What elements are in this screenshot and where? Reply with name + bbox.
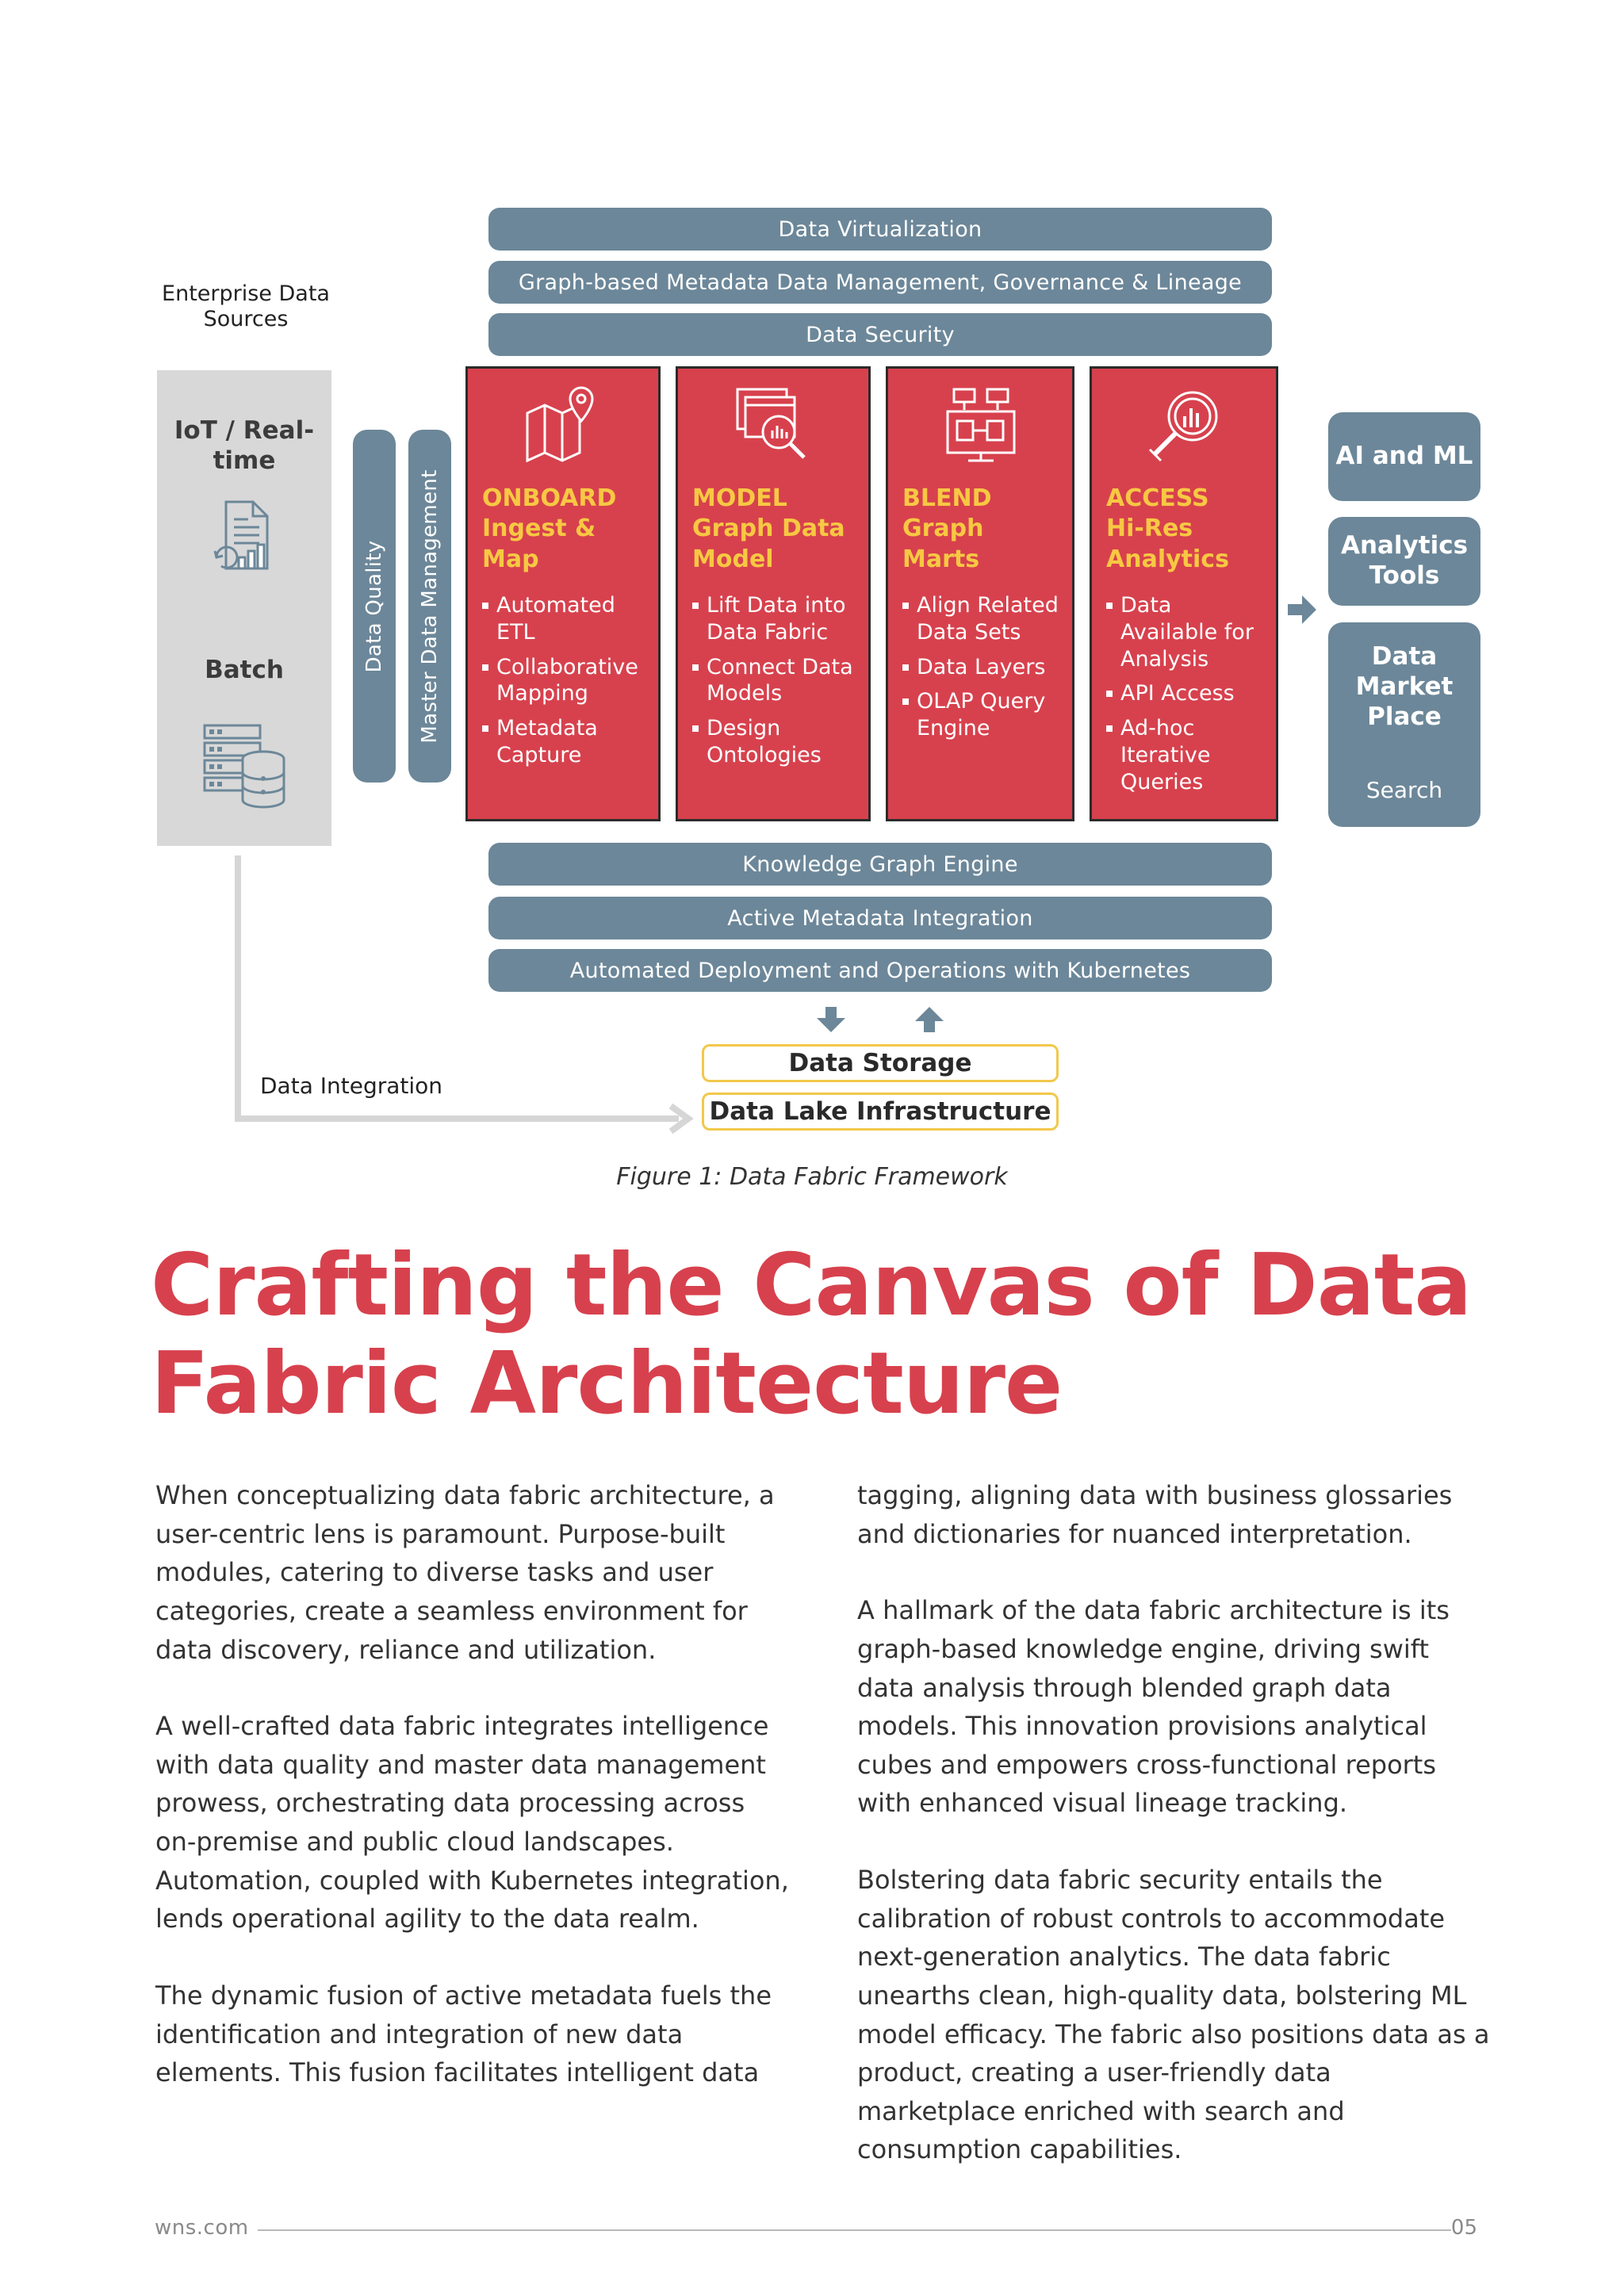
list-item: API Access — [1106, 680, 1273, 707]
paragraph: The dynamic fusion of active metadata fuels the identification and integration of new data elements. This fusion facilitates intelligent data — [155, 1980, 772, 2088]
model-heading: MODEL Graph Data Model — [692, 484, 845, 573]
list-item: Lift Data into Data Fabric — [692, 592, 859, 646]
arrow-right-icon — [1285, 592, 1320, 627]
map-pin-icon — [519, 383, 605, 469]
bar-metadata-governance: Graph-based Metadata Data Management, Governance & Lineage — [488, 261, 1272, 304]
section-heading: Crafting the Canvas of Data Fabric Architecture — [151, 1236, 1472, 1434]
paragraph: tagging, aligning data with business glossaries and dictionaries for nuanced interpretation. — [857, 1480, 1453, 1549]
data-market-place-card: Data Market Place Search — [1328, 622, 1480, 827]
paragraph: Bolstering data fabric security entails the calibration of robust controls to accommodate next-generation analytics. The data fabric unearths clean, high-quality data, bolstering ML model efficacy. The fabric also positions data as a product, creating a user-friendly data marketplace enriched with search and consumption capabilities. — [857, 1865, 1490, 2165]
arrow-down-icon — [815, 1005, 847, 1034]
data-storage-box: Data Storage — [702, 1044, 1059, 1082]
onboard-list — [482, 592, 649, 777]
bar-active-metadata: Active Metadata Integration — [488, 897, 1272, 939]
blend-list — [902, 592, 1069, 750]
list-item: Collaborative Mapping — [482, 654, 649, 708]
analytics-tools-card: Analytics Tools — [1328, 517, 1480, 606]
dashboard-search-icon — [730, 383, 815, 469]
list-item: Data Available for Analysis — [1106, 592, 1273, 672]
ai-ml-card: AI and ML — [1328, 412, 1480, 501]
body-column-left — [155, 1476, 790, 2130]
monitor-network-icon — [940, 383, 1025, 469]
list-item: Design Ontologies — [692, 715, 859, 769]
data-lake-box: Data Lake Infrastructure — [702, 1093, 1059, 1131]
data-quality-label: Data Quality — [362, 540, 386, 672]
list-item: Connect Data Models — [692, 654, 859, 708]
master-data-management-pill — [408, 430, 451, 783]
access-list — [1106, 592, 1273, 803]
paragraph: When conceptualizing data fabric architecture, a user-centric lens is paramount. Purpose-built modules, catering to diverse tasks and user categories, create a seamless environment for data discovery, reliance and utilization. — [155, 1480, 775, 1665]
bar-kubernetes: Automated Deployment and Operations with Kubernetes — [488, 949, 1272, 992]
list-item: Ad-hoc Iterative Queries — [1106, 715, 1273, 795]
list-item: Data Layers — [902, 654, 1069, 681]
bar-data-virtualization: Data Virtualization — [488, 208, 1272, 251]
paragraph: A well-crafted data fabric integrates intelligence with data quality and master data management prowess, orchestrating data processing across on-premise and public cloud landscapes. Automation, coupled with Kubernetes integration, lends operational agility to the data realm. — [155, 1711, 789, 1934]
model-list — [692, 592, 859, 777]
arrow-up-icon — [914, 1005, 945, 1034]
data-integration-label: Data Integration — [260, 1073, 443, 1099]
page-number: 05 — [1450, 2216, 1477, 2240]
onboard-heading: ONBOARD Ingest & Map — [482, 484, 617, 573]
figure-caption: Figure 1: Data Fabric Framework — [616, 1163, 1008, 1191]
source-batch-label: Batch — [205, 656, 284, 684]
list-item: Metadata Capture — [482, 715, 649, 769]
sources-panel — [157, 370, 331, 846]
paragraph: A hallmark of the data fabric architecture is its graph-based knowledge engine, driving swift data analysis through blended graph data models. This innovation provisions analytical cubes and empowers cross-functional reports with enhanced visual lineage tracking. — [857, 1595, 1450, 1819]
data-quality-pill — [353, 430, 396, 783]
analytics-magnifier-icon — [1143, 383, 1229, 469]
list-item: Automated ETL — [482, 592, 649, 646]
onboard-column — [465, 366, 661, 821]
list-item: OLAP Query Engine — [902, 688, 1069, 742]
document-chart-icon — [201, 496, 288, 583]
source-realtime-label: IoT / Real-time — [174, 416, 315, 475]
server-database-icon — [198, 719, 290, 811]
footer-site[interactable]: wns.com — [155, 2216, 249, 2240]
blend-heading: BLEND Graph Marts — [902, 484, 992, 573]
bar-data-security: Data Security — [488, 313, 1272, 356]
list-item: Align Related Data Sets — [902, 592, 1069, 646]
sources-label: Enterprise Data Sources — [162, 281, 330, 332]
body-column-right — [857, 1476, 1492, 2207]
access-column — [1090, 366, 1278, 821]
master-data-management-label: Master Data Management — [418, 469, 442, 744]
footer-divider — [258, 2229, 1451, 2231]
model-column — [676, 366, 871, 821]
access-heading: ACCESS Hi-Res Analytics — [1106, 484, 1229, 573]
blend-column — [886, 366, 1074, 821]
bar-knowledge-graph-engine: Knowledge Graph Engine — [488, 843, 1272, 886]
